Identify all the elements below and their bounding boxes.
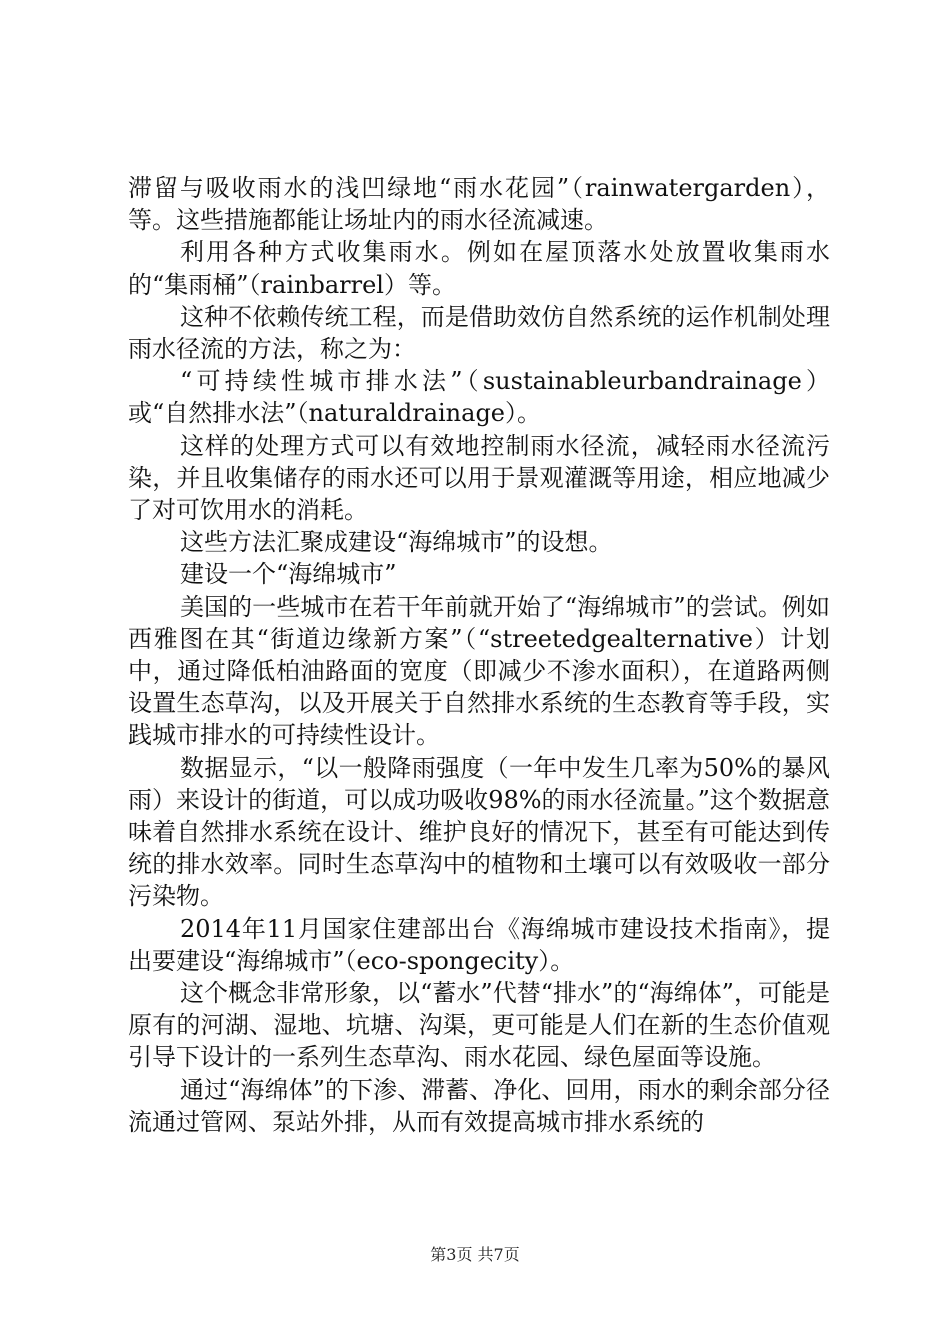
paragraph: 数据显示，“以一般降雨强度（一年中发生几率为50%的暴风雨）来设计的街道，可以成功吸收98%的雨水径流量。”这个数据意味着自然排水系统在设计、维护良好的情况下，甚至有可能达到传统的排水效率。同时生态草沟中的植物和土壤可以有效吸收一部分污染物。: [128, 753, 830, 911]
section-heading: 建设一个“海绵城市”: [180, 560, 397, 589]
paragraph: 2014年11月国家住建部出台《海绵城市建设技术指南》，提出要建设“海绵城市”（eco-spongecity）。: [128, 914, 830, 975]
paragraph: 这种不依赖传统工程，而是借助效仿自然系统的运作机制处理雨水径流的方法，称之为：: [128, 302, 830, 364]
paragraph: 滞留与吸收雨水的浅凹绿地“雨水花园”（rainwatergarden），等。这些措施都能让场址内的雨水径流减速。: [128, 174, 830, 235]
paragraph: “可持续性城市排水法”（sustainableurbandrainage）或“自然排水法”（naturaldrainage）。: [128, 367, 830, 428]
paragraph: 这样的处理方式可以有效地控制雨水径流，减轻雨水径流污染，并且收集储存的雨水还可以用于景观灌溉等用途，相应地减少了对可饮用水的消耗。: [128, 431, 830, 525]
paragraph: 这个概念非常形象，以“蓄水”代替“排水”的“海绵体”，可能是原有的河湖、湿地、坑塘、沟渠，更可能是人们在新的生态价值观引导下设计的一系列生态草沟、雨水花园、绿色屋面等设施。: [128, 979, 830, 1072]
paragraph: 通过“海绵体”的下渗、滞蓄、净化、回用，雨水的剩余部分径流通过管网、泵站外排，从而有效提高城市排水系统的: [128, 1075, 830, 1136]
page-footer: 第3页 共7页: [430, 1245, 520, 1264]
document-body: [128, 172, 830, 1138]
paragraph: 美国的一些城市在若干年前就开始了“海绵城市”的尝试。例如西雅图在其“街道边缘新方案”（“streetedgealternative）计划中，通过降低柏油路面的宽度（即减少不渗水面积），在道路两侧设置生态草沟，以及开展关于自然排水系统的生态教育等手段，实践城市排水的可持续性设计。: [128, 592, 830, 750]
paragraph: 这些方法汇聚成建设“海绵城市”的设想。: [180, 528, 613, 557]
paragraph: 利用各种方式收集雨水。例如在屋顶落水处放置收集雨水的“集雨桶”（rainbarrel）等。: [128, 238, 830, 299]
